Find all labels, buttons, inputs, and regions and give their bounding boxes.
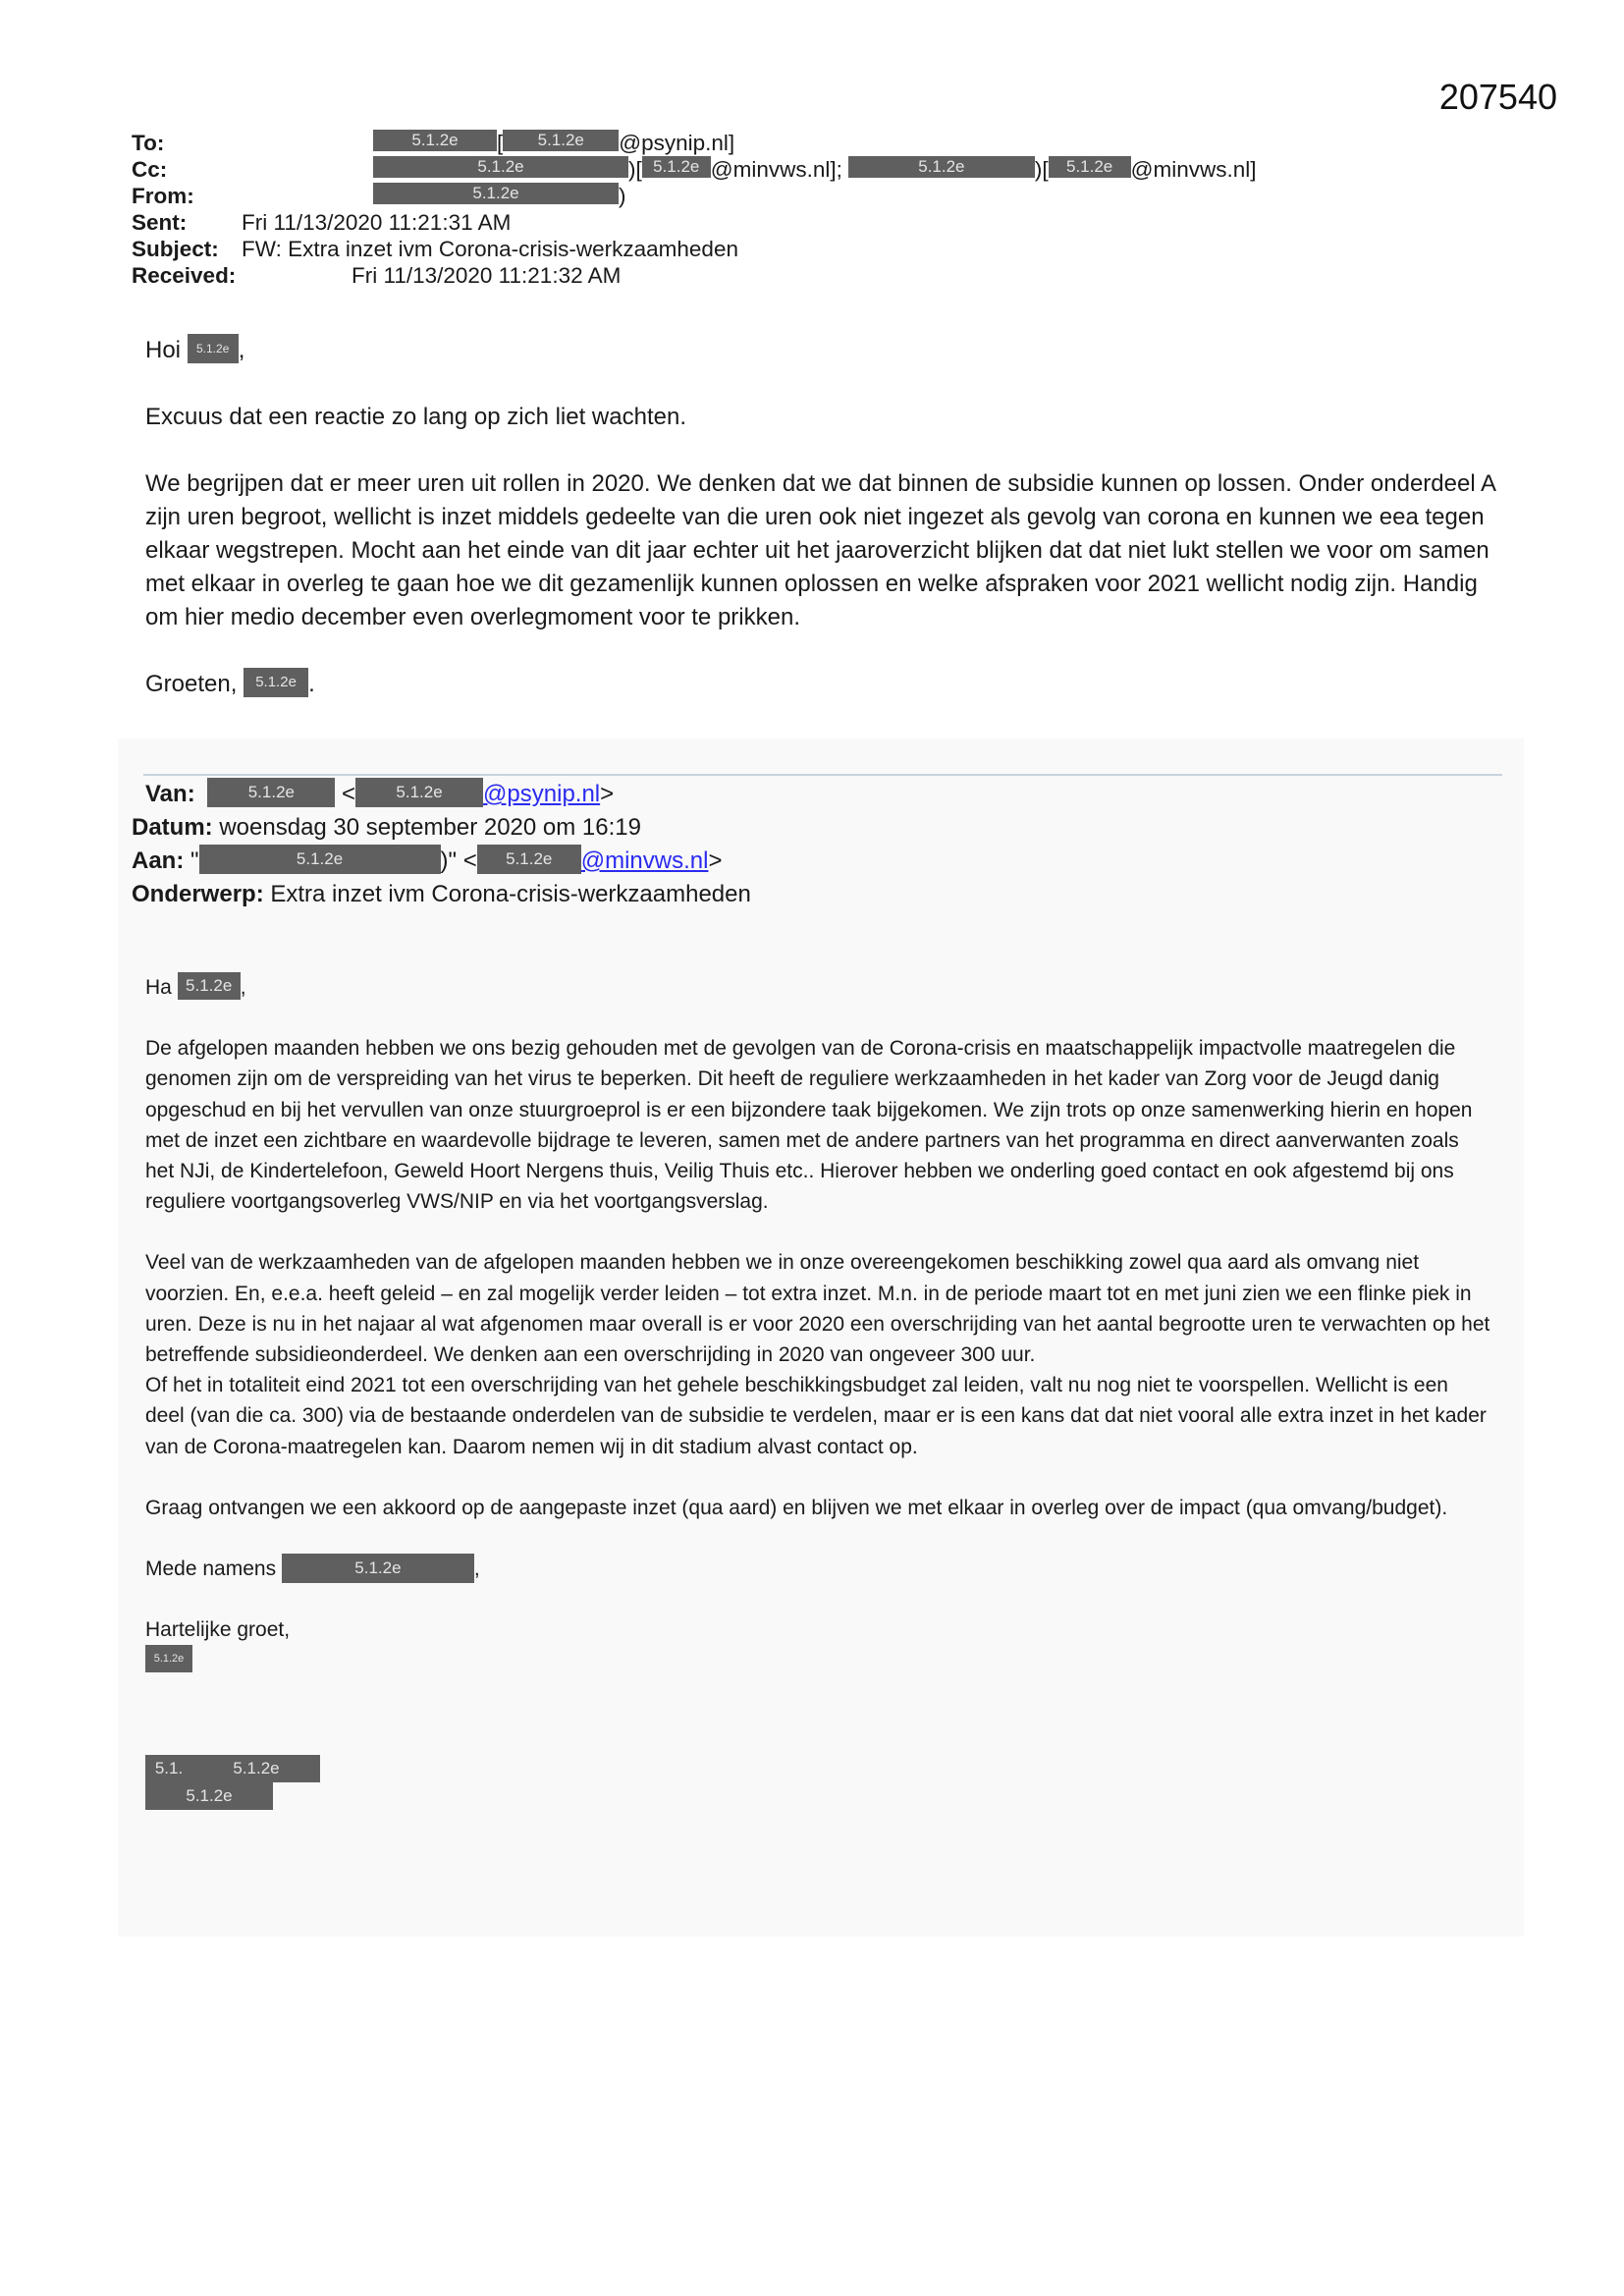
header-from-row	[132, 183, 1212, 209]
cc-domain: @minvws.nl];	[710, 157, 842, 182]
cc-bracket: )[	[1034, 157, 1049, 182]
van-row	[132, 778, 1526, 811]
closing-prefix: Groeten,	[145, 671, 244, 697]
redaction-box: 5.1.2e	[192, 1755, 320, 1782]
redaction-box: 5.1.2e	[145, 1782, 273, 1810]
aan-quote-close: )" <	[440, 847, 477, 874]
original-greeting	[145, 972, 1490, 1003]
reply-message	[145, 334, 1500, 701]
original-closing: Hartelijke groet,	[145, 1618, 291, 1642]
from-label: From:	[132, 184, 194, 208]
reply-closing	[145, 668, 1500, 701]
onderwerp-label: Onderwerp:	[132, 881, 264, 907]
cc-label: Cc:	[132, 157, 168, 182]
to-domain: @psynip.nl]	[619, 131, 735, 155]
reply-paragraph: We begrijpen dat er meer uren uit rollen in 2020. We denken dat we dat binnen de subsidie kunnen op lossen. Onder onderdeel A zijn uren begroot, wellicht is inzet middels gedeelte van die uren ook niet ingezet als gevolg van corona en kunnen we eea tegen elkaar wegstrepen. Mocht aan het einde van dit jaar echter uit het jaaroverzicht blijken dat dat niet lukt stellen we voor om samen met elkaar in overleg te gaan hoe we dit gezamenlijk kunnen oplossen en welke afspraken voor 2021 wellicht nodig zijn. Handig om hier medio december even overlegmoment voor te prikken.	[145, 470, 1495, 630]
separator-line	[143, 774, 1502, 776]
redaction-box: 5.1.2e	[848, 156, 1035, 178]
redaction-box: 5.1.2e	[373, 156, 628, 178]
signature-line	[145, 1755, 1490, 1782]
greeting-prefix: Ha	[145, 976, 178, 999]
sent-value: Fri 11/13/2020 11:21:31 AM	[242, 210, 512, 235]
email-header	[132, 130, 1257, 289]
header-to-row	[132, 130, 1212, 156]
cc-value	[242, 156, 1256, 183]
document-number: 207540	[1438, 77, 1557, 117]
redaction-box: 5.1.2e	[178, 972, 241, 1000]
subject-value: FW: Extra inzet ivm Corona-crisis-werkzaamheden	[242, 237, 738, 261]
signature-block	[145, 1755, 1490, 1810]
aan-email-link[interactable]: @minvws.nl	[580, 847, 709, 874]
redaction-box: 5.1.2e	[199, 845, 441, 874]
van-label: Van:	[145, 781, 195, 807]
signature-line	[145, 1782, 1490, 1810]
original-mede-namens	[145, 1554, 1490, 1584]
original-paragraph: De afgelopen maanden hebben we ons bezig gehouden met de gevolgen van de Corona-crisis en maatschappelijk impactvolle maatregelen die genomen zijn om de verspreiding van het virus te beperken. Dit heeft de reguliere werkzaamheden in het kader van Zorg voor de Jeugd danig opgeschud en bij het vervullen van onze stuurgroeprol is er een bijzondere taak bijgekomen. We zijn trots op onze samenwerking hierin en hopen met de inzet een zichtbare en waardevolle bijdrage te leveren, samen met de andere partners van het programma en direct aanverwanten zoals het NJi, de Kindertelefoon, Geweld Hoort Nergens thuis, Veilig Thuis etc.. Hierover hebben we onderling goed contact en ook afgestemd bij ons reguliere voortgangsoverleg VWS/NIP en via het voortgangsverslag.	[145, 1037, 1473, 1214]
datum-label: Datum:	[132, 814, 213, 841]
to-label: To:	[132, 131, 165, 155]
aan-gt: >	[708, 847, 723, 874]
van-email-link[interactable]: @psynip.nl	[483, 781, 601, 807]
mede-suffix: ,	[473, 1558, 480, 1581]
original-paragraph: Veel van de werkzaamheden van de afgelopen maanden hebben we in onze overeengekomen beschikking zowel qua aard als omvang niet voorzien. En, e.e.a. heeft geleid – en zal mogelijk verder leiden – tot extra inzet. M.n. in de periode maart tot en met juni zien we een flinke piek in uren. Deze is nu in het najaar al wat afgenomen maar overall is er voor 2020 een overschrijding van het aantal begrootte uren te verwachten op het betreffende subsidieonderdeel. We denken aan een overschrijding in 2020 van ongeveer 300 uur.	[145, 1251, 1490, 1367]
onderwerp-value: Extra inzet ivm Corona-crisis-werkzaamheden	[263, 881, 751, 907]
from-value	[242, 183, 626, 209]
signature-redaction	[145, 1645, 1490, 1674]
received-label: Received:	[132, 263, 237, 288]
to-bracket: [	[497, 131, 504, 155]
received-value: Fri 11/13/2020 11:21:32 AM	[352, 263, 622, 288]
redaction-box: 5.1.2e	[373, 183, 619, 204]
redaction-box: 5.1.	[145, 1755, 192, 1782]
van-gt: >	[600, 781, 615, 807]
header-cc-row	[132, 156, 1257, 183]
redaction-box: 5.1.2e	[207, 778, 335, 807]
subject-label: Subject:	[132, 237, 219, 261]
redaction-box: 5.1.2e	[282, 1554, 474, 1583]
from-paren: )	[619, 184, 626, 208]
redaction-box: 5.1.2e	[145, 1645, 192, 1672]
onderwerp-row	[132, 878, 1526, 911]
datum-value: woensdag 30 september 2020 om 16:19	[212, 814, 641, 841]
cc-bracket: )[	[628, 157, 642, 182]
redaction-box: 5.1.2e	[1049, 156, 1131, 178]
closing-suffix: .	[308, 671, 315, 697]
redaction-box: 5.1.2e	[373, 130, 497, 151]
redaction-box: 5.1.2e	[188, 334, 239, 363]
original-message	[145, 972, 1490, 1810]
original-paragraph: Of het in totaliteit eind 2021 tot een overschrijding van het gehele beschikkingsbudget zal leiden, valt nu nog niet te voorspellen. Wellicht is een deel (van die ca. 300) via de bestaande onderdelen van de subsidie te verdelen, maar er is een kans dat dat niet vooral alle extra inzet in het kader van de Corona-maatregelen kan. Daarom nemen wij in dit stadium alvast contact op.	[145, 1374, 1487, 1458]
van-lt: <	[335, 781, 356, 807]
redaction-box: 5.1.2e	[355, 778, 483, 807]
datum-row	[132, 811, 1526, 845]
sent-label: Sent:	[132, 210, 188, 235]
redaction-box: 5.1.2e	[642, 156, 711, 178]
redaction-box: 5.1.2e	[503, 130, 619, 151]
aan-label: Aan:	[132, 847, 185, 874]
greeting-suffix: ,	[240, 976, 246, 999]
greeting-suffix: ,	[238, 337, 245, 363]
to-value	[242, 130, 734, 156]
greeting-prefix: Hoi	[145, 337, 188, 363]
cc-domain: @minvws.nl]	[1130, 157, 1257, 182]
forwarded-header	[132, 778, 1526, 911]
aan-row	[132, 845, 1526, 878]
aan-quote-open: "	[184, 847, 199, 874]
reply-greeting	[145, 334, 1500, 367]
header-sent-row	[132, 209, 1212, 236]
mede-prefix: Mede namens	[145, 1558, 282, 1581]
reply-paragraph: Excuus dat een reactie zo lang op zich liet wachten.	[145, 404, 686, 430]
header-received-row	[132, 262, 1212, 289]
header-subject-row	[132, 236, 1212, 262]
redaction-box: 5.1.2e	[477, 845, 581, 874]
original-paragraph: Graag ontvangen we een akkoord op de aangepaste inzet (qua aard) en blijven we met elkaar in overleg over de impact (qua omvang/budget).	[145, 1496, 1448, 1519]
redaction-box: 5.1.2e	[244, 668, 308, 697]
